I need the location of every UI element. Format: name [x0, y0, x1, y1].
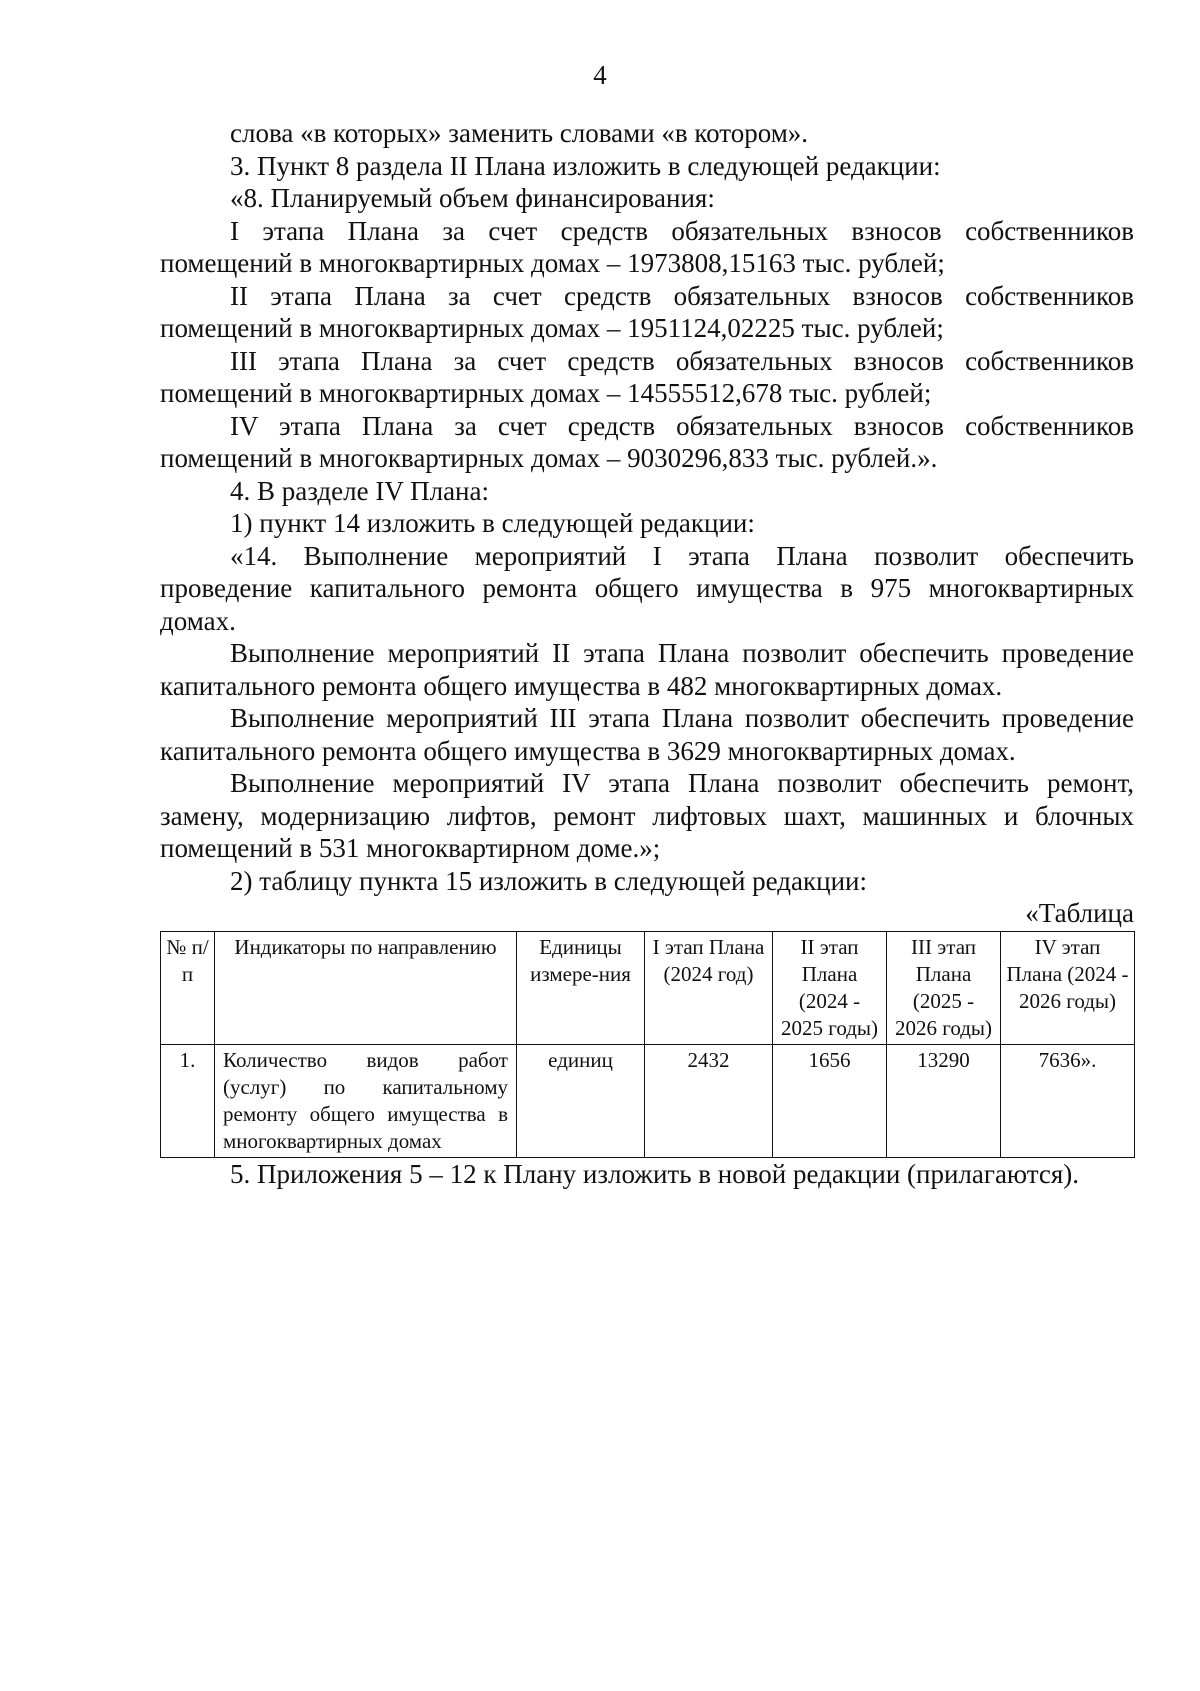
header-indicator: Индикаторы по направлению [215, 931, 517, 1044]
header-unit: Единицы измере-ния [517, 931, 645, 1044]
paragraph-stage-3-funding: III этапа Плана за счет средств обязательных взносов собственников помещений в многоквартирных домах – 14555512,678 тыс. рублей; [160, 345, 1134, 408]
table-caption: «Таблица [1025, 898, 1134, 928]
paragraph-stage-2-funding: II этапа Плана за счет средств обязательных взносов собственников помещений в многоквартирных домах – 1951124,02225 тыс. рублей; [160, 280, 1134, 343]
page-number: 4 [593, 60, 607, 90]
paragraph-1: слова «в которых» заменить словами «в котором». [230, 118, 809, 148]
paragraph-stage-1-result: «14. Выполнение мероприятий I этапа Плана позволит обеспечить проведение капитального ремонта общего имущества в 975 многоквартирных домах. [160, 540, 1134, 636]
paragraph-2: 3. Пункт 8 раздела II Плана изложить в следующей редакции: [230, 150, 941, 181]
header-stage-4: IV этап Плана (2024 - 2026 годы) [1001, 931, 1135, 1044]
header-stage-3: III этап Плана (2025 - 2026 годы) [887, 931, 1001, 1044]
cell-indicator: Количество видов работ (услуг) по капитальному ремонту общего имущества в многоквартирных домах [215, 1044, 517, 1157]
paragraph-stage-2-result: Выполнение мероприятий II этапа Плана позволит обеспечить проведение капитального ремонта общего имущества в 482 многоквартирных домах. [160, 638, 1134, 701]
paragraph-3: «8. Планируемый объем финансирования: [230, 183, 715, 213]
header-stage-2: II этап Плана (2024 - 2025 годы) [773, 931, 887, 1044]
paragraph-stage-1-funding: I этапа Плана за счет средств обязательных взносов собственников помещений в многоквартирных домах – 1973808,15163 тыс. рублей; [160, 215, 1134, 278]
table-header-row [161, 931, 1135, 1044]
table-row [161, 1044, 1135, 1157]
paragraph-stage-3-result: Выполнение мероприятий III этапа Плана позволит обеспечить проведение капитального ремонта общего имущества в 3629 многоквартирных домах. [160, 703, 1134, 766]
cell-unit: единиц [517, 1044, 645, 1157]
paragraph-item-14: 1) пункт 14 изложить в следующей редакции: [230, 508, 755, 538]
paragraph-section-iv: 4. В разделе IV Плана: [230, 475, 489, 506]
paragraph-table-intro: 2) таблицу пункта 15 изложить в следующей редакции: [230, 865, 867, 896]
closing-paragraph: 5. Приложения 5 – 12 к Плану изложить в новой редакции (прилагаются). [230, 1158, 1080, 1189]
cell-stage-3: 13290 [887, 1044, 1001, 1157]
document-body [160, 117, 1134, 1190]
cell-stage-4: 7636». [1001, 1044, 1135, 1157]
cell-number: 1. [161, 1044, 215, 1157]
paragraph-stage-4-funding: IV этапа Плана за счет средств обязательных взносов собственников помещений в многоквартирных домах – 9030296,833 тыс. рублей.». [160, 410, 1134, 473]
header-number: № п/п [161, 931, 215, 1044]
header-stage-1: I этап Плана (2024 год) [645, 931, 773, 1044]
indicators-table [160, 931, 1135, 1158]
cell-stage-1: 2432 [645, 1044, 773, 1157]
cell-stage-2: 1656 [773, 1044, 887, 1157]
paragraph-stage-4-result: Выполнение мероприятий IV этапа Плана позволит обеспечить ремонт, замену, модернизацию лифтов, ремонт лифтовых шахт, машинных и блочных помещений в 531 многоквартирном доме.»; [160, 768, 1134, 863]
